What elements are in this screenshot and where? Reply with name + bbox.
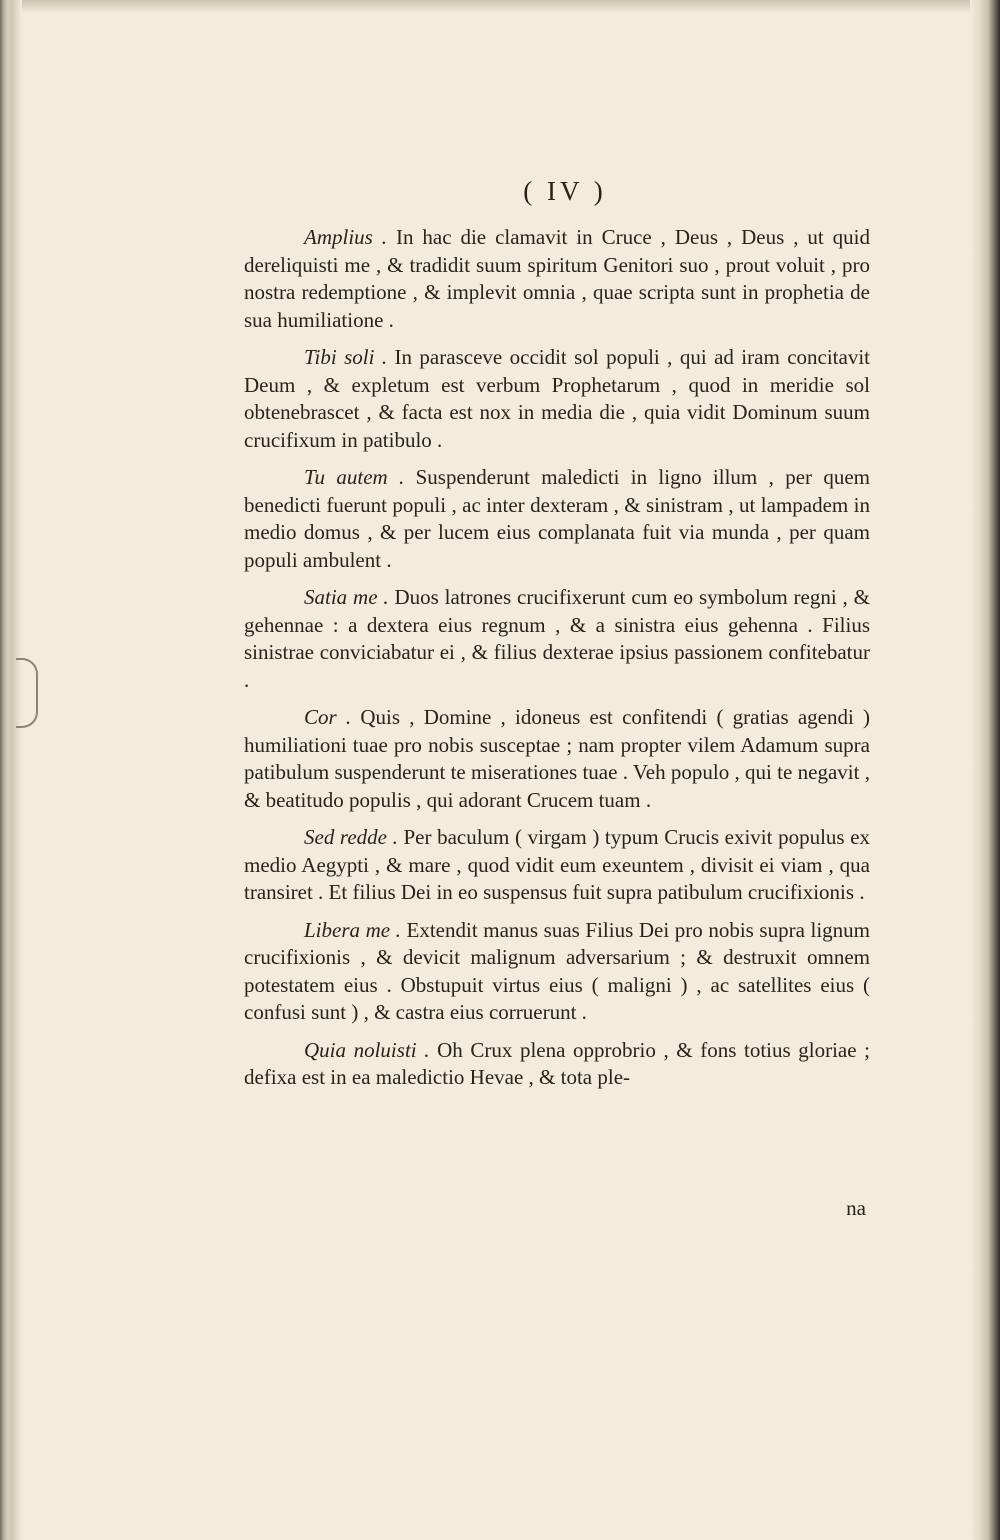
left-binding-edge bbox=[0, 0, 22, 1540]
paragraph-body: Duos latrones crucifixerunt cum eo symbolum regni , & gehennae : a dextera eius regnum , & a sinistra eius gehenna . Filius sinistrae conviciabatur ei , & filius dexterae ipsius passionem confitebatur . bbox=[244, 585, 870, 692]
paragraph-body: Extendit manus suas Filius Dei pro nobis supra lignum crucifixionis , & devicit malignum adversarium ; & destruxit omnem potestatem eius . Obstupuit virtus eius ( maligni ) , ac satellites eius ( confusi sunt ) , & castra eius corruerunt . bbox=[244, 917, 871, 1024]
paragraph-body: Per baculum ( virgam ) typum Crucis exivit populus ex medio Aegypti , & mare , quod vidit eum exeuntem , divisit ei viam , qua transiret . Et filius Dei in eo suspensus fuit supra patibulum crucifixionis . bbox=[244, 825, 871, 904]
paragraph-body: Quis , Domine , idoneus est confitendi ( gratias agendi ) humiliationi tuae pro nobis susceptae ; nam propter vilem Adamum supra patibulum suspenderunt te miserationes tuae . Veh populo , qui te negavit , & beatitudo populis , qui adorant Crucem tuam . bbox=[244, 705, 871, 812]
paragraph-cue: Quia noluisti . bbox=[304, 1037, 430, 1062]
paragraph bbox=[244, 917, 870, 1027]
paragraph-body: In parasceve occidit sol populi , qui ad iram concitavit Deum , & expletum est verbum Prophetarum , quod in meridie sol obtenebrascet , & facta est nox in media die , quia vidit Dominum suum crucifixum in patibulo . bbox=[244, 345, 871, 452]
top-page-edge bbox=[0, 0, 1000, 14]
paragraph-body: Suspenderunt maledicti in ligno illum , per quem benedicti fuerunt populi , ac inter dexteram , & sinistram , ut lampadem in medio domus , & per lucem eius complanata fuit via munda , per quam populi ambulent . bbox=[244, 465, 871, 572]
page-number: ( IV ) bbox=[523, 176, 607, 206]
paragraph-body: In hac die clamavit in Cruce , Deus , Deus , ut quid dereliquisti me , & tradidit suum spiritum Genitori suo , prout voluit , pro nostra redemptione , & implevit omnia , quae scripta sunt in prophetia de sua humiliatione . bbox=[244, 225, 870, 332]
paragraph bbox=[244, 584, 870, 694]
paragraph-cue: Tu autem . bbox=[304, 465, 405, 489]
paragraph-cue: Satia me . bbox=[304, 585, 389, 609]
right-page-edge bbox=[970, 0, 1000, 1540]
main-text bbox=[244, 224, 870, 1102]
clasp-mark bbox=[16, 658, 38, 728]
paragraph bbox=[244, 824, 870, 907]
paragraph-cue: Tibi soli . bbox=[304, 345, 388, 369]
paragraph-cue: Libera me . bbox=[304, 917, 401, 942]
paragraph-cue: Sed redde . bbox=[304, 825, 398, 849]
catchword: na bbox=[846, 1196, 866, 1220]
paragraph bbox=[244, 1037, 870, 1092]
paragraph bbox=[244, 464, 870, 574]
paragraph-cue: Amplius . bbox=[304, 225, 388, 249]
paragraph bbox=[244, 704, 870, 814]
paragraph-cue: Cor . bbox=[304, 705, 352, 729]
paragraph bbox=[244, 344, 870, 454]
paragraph-body: Oh Crux plena opprobrio , & fons totius gloriae ; defixa est in ea maledictio Hevae , & tota ple- bbox=[244, 1037, 871, 1089]
paragraph bbox=[244, 224, 870, 334]
